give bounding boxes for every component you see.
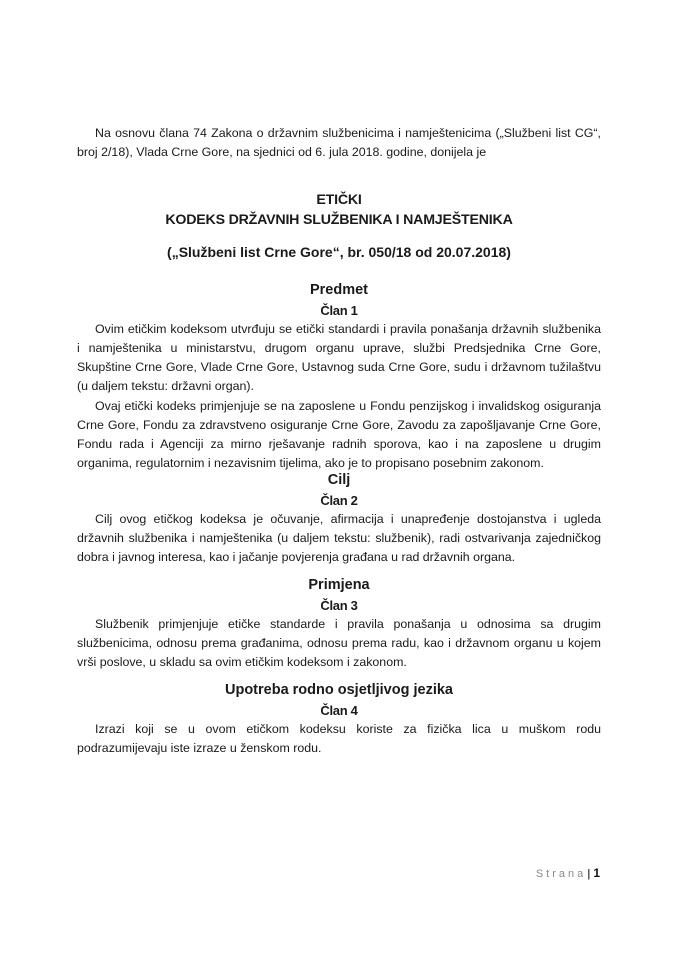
article-number: Član 1 (320, 303, 358, 318)
page-separator: | (587, 868, 591, 880)
preamble-block (77, 124, 601, 162)
article-paragraph: Ovaj etički kodeks primjenjuje se na zaposlene u Fondu penzijskog i invalidskog osiguranja Crne Gore, Fondu za zdravstveno osiguranje Crne Gore, Zavodu za zapošljavanje Crne Gore, Fondu rada i Agenciji za mirno rješavanje radnih sporova, kao i na zaposlene u drugim organima, regulatornim i nezavisnim tijelima, ako je to propisano posebnim zakonom. (77, 399, 601, 470)
gazette-reference-block (77, 242, 601, 262)
document-title-line2: KODEKS DRŽAVNIH SLUŽBENIKA I NAMJEŠTENIKA (165, 212, 513, 228)
section-predmet (77, 280, 601, 473)
article-number: Član 4 (320, 703, 358, 718)
article-number: Član 2 (320, 493, 358, 508)
section-heading: Upotreba rodno osjetljivog jezika (224, 682, 453, 698)
section-heading: Primjena (308, 577, 370, 593)
page-number: 1 (593, 866, 600, 880)
article-paragraph: Ovim etičkim kodeksom utvrđuju se etički standardi i pravila ponašanja državnih službenika i namještenika u ministarstvu, drugom organu uprave, službi Predsjednika Crne Gore, Skupštine Crne Gore, Vlade Crne Gore, Ustavnog suda Crne Gore, sudu i državnom tužilaštvu (u daljem tekstu: državni organ). (77, 322, 601, 393)
document-title-line1: ETIČKI (316, 192, 362, 208)
document-title-block (77, 190, 601, 230)
section-heading: Predmet (309, 282, 369, 298)
article-paragraph: Službenik primjenjuje etičke standarde i pravila ponašanja u odnosima sa drugim službenicima, odnosu prema građanima, odnosu prema radu, kao i državnom organu u kojem vrši poslove, u skladu sa ovim etičkim kodeksom i zakonom. (77, 617, 601, 669)
article-number: Član 3 (320, 598, 358, 613)
section-rodno-osjetljiv-jezik (77, 680, 601, 758)
article-paragraph: Izrazi koji se u ovom etičkom kodeksu koriste za fizička lica u muškom rodu podrazumijevaju iste izraze u ženskom rodu. (77, 722, 601, 755)
section-cilj (77, 470, 601, 567)
section-heading: Cilj (327, 472, 351, 488)
page-footer (480, 866, 600, 880)
gazette-reference: („Službeni list Crne Gore“, br. 050/18 od 20.07.2018) (167, 244, 511, 260)
section-primjena (77, 575, 601, 672)
page-label: Strana (535, 868, 587, 880)
article-paragraph: Cilj ovog etičkog kodeksa je očuvanje, afirmacija i unapređenje dostojanstva i ugleda državnih službenika i namještenika (u daljem tekstu: službenik), radi ostvarivanja zajedničkog dobra i javnog interesa, kao i jačanje povjerenja građana u rad državnih organa. (77, 512, 601, 564)
preamble-paragraph: Na osnovu člana 74 Zakona o državnim službenicima i namještenicima („Službeni list CG“, broj 2/18), Vlada Crne Gore, na sjednici od 6. jula 2018. godine, donijela je (77, 126, 601, 159)
